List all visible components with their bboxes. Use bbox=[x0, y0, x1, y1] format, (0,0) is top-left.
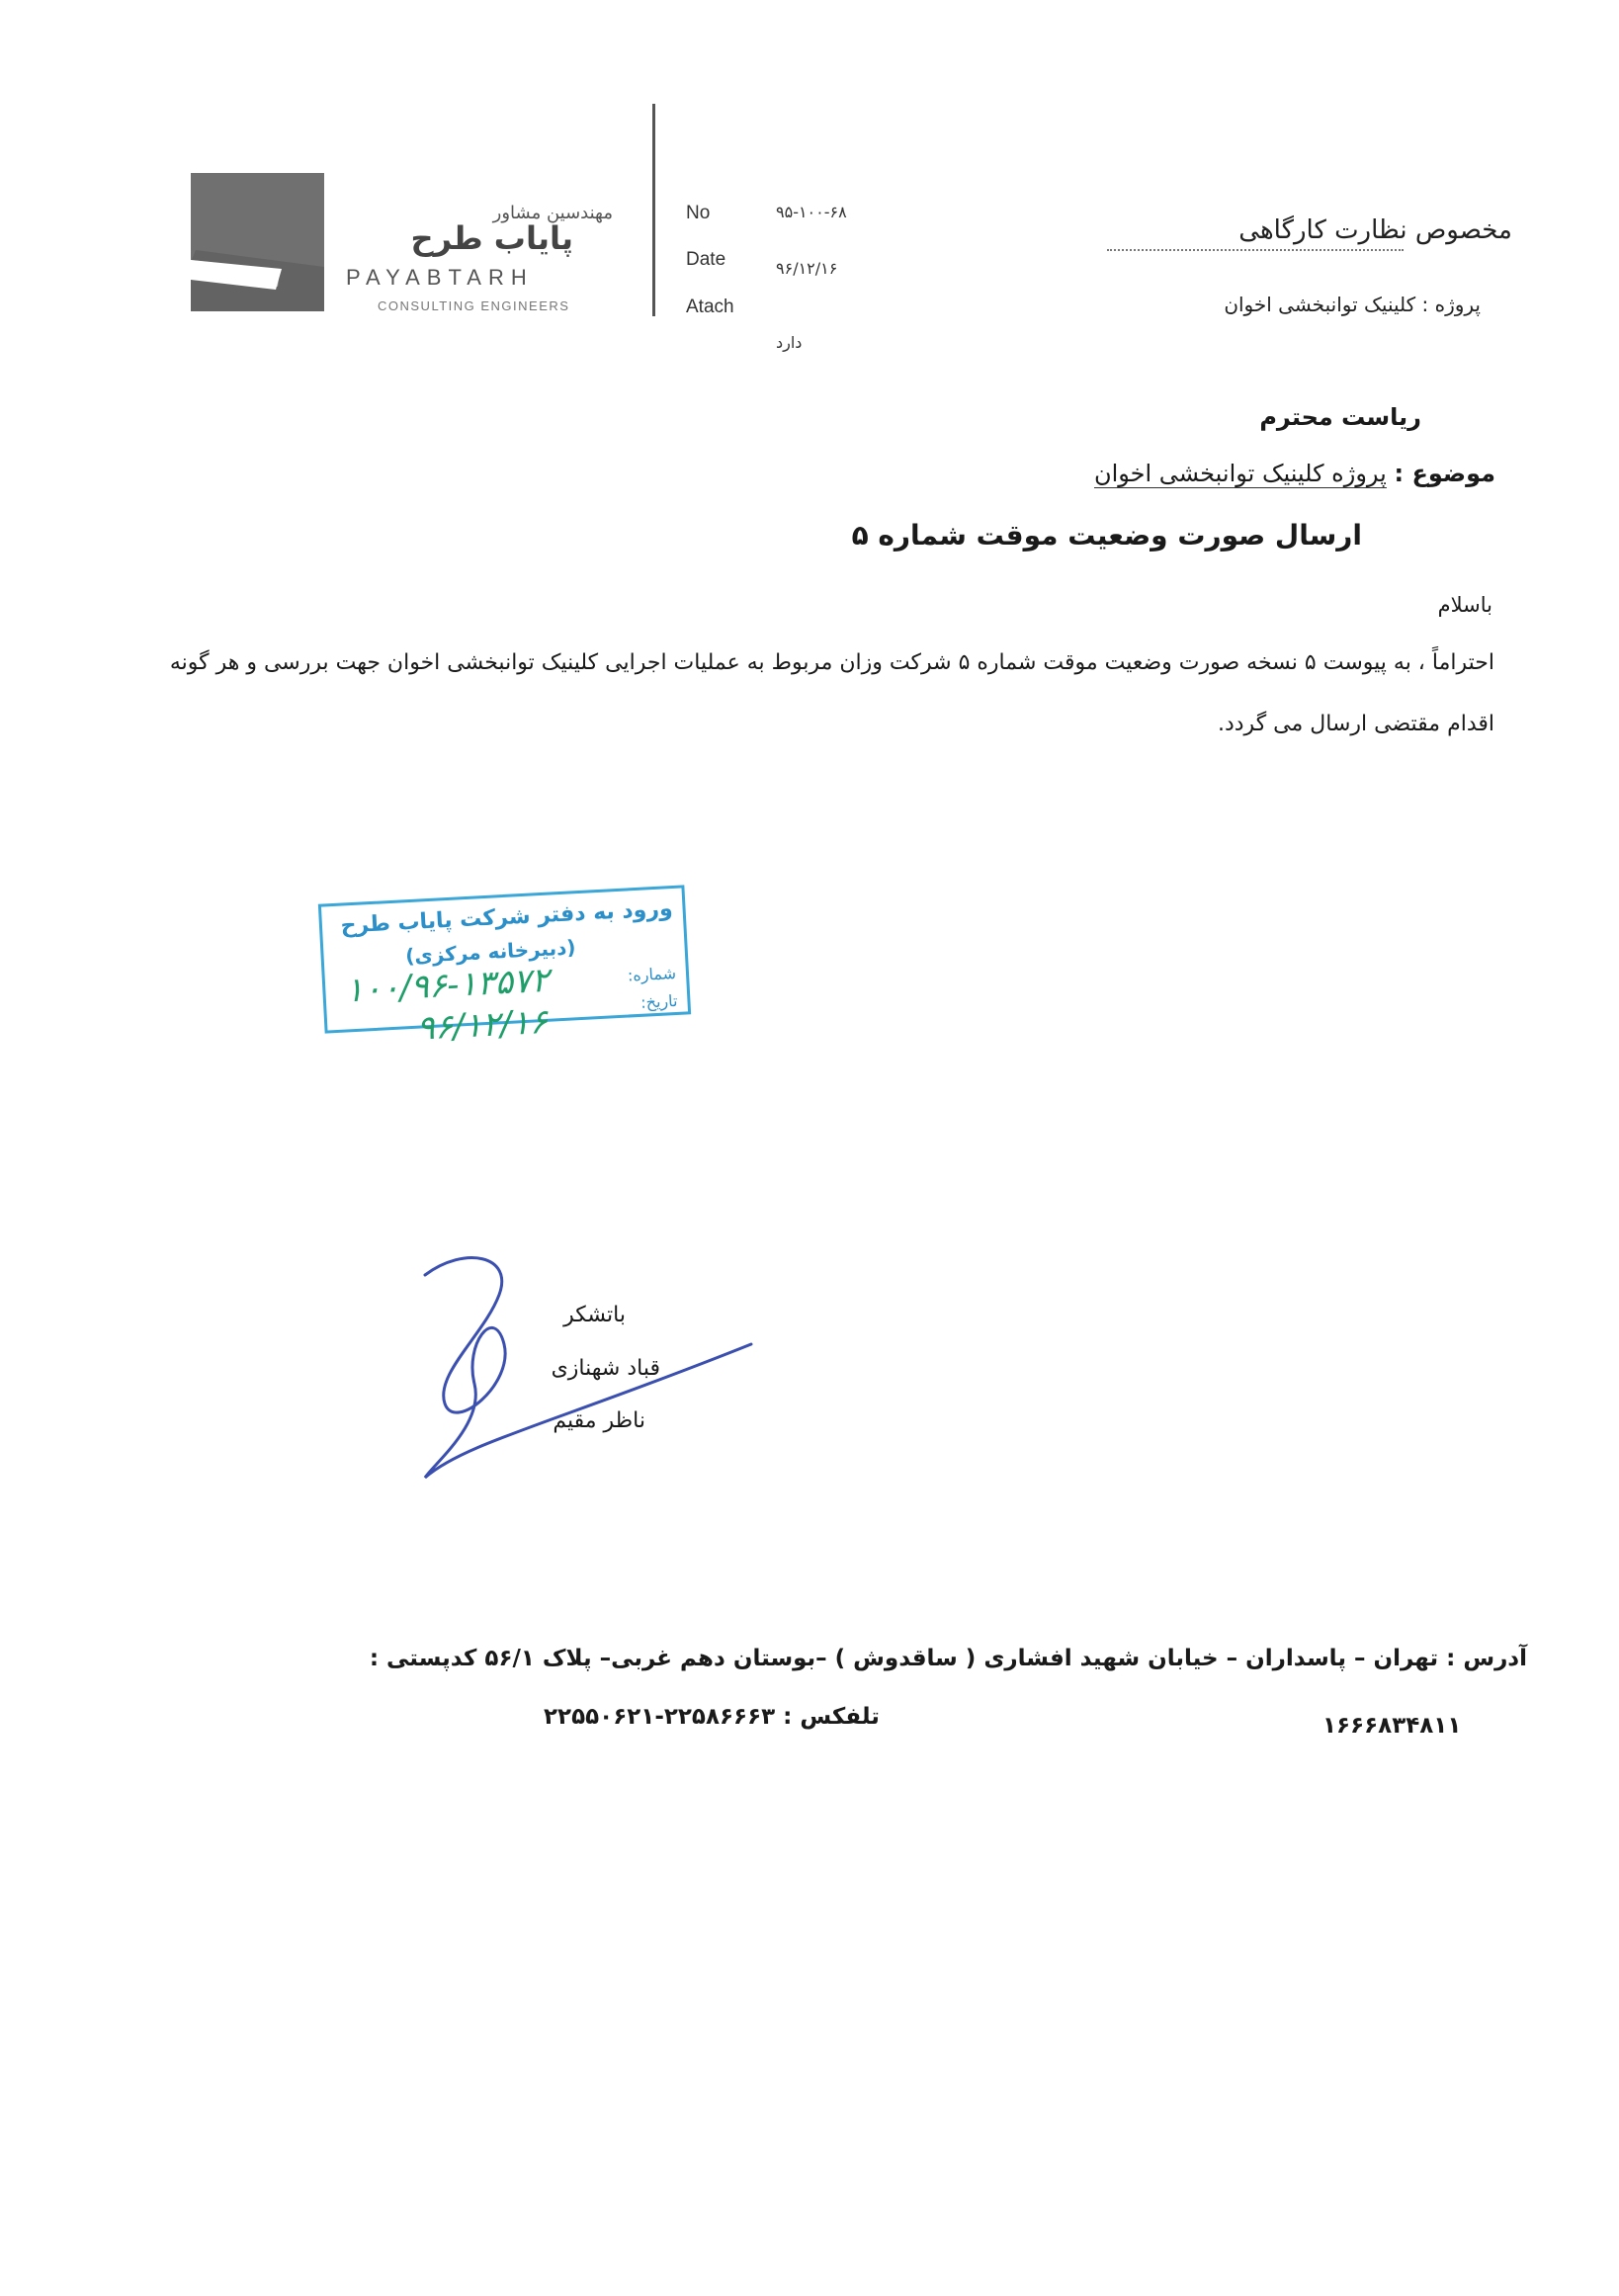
attach-value: دارد bbox=[776, 333, 803, 352]
number-label: No bbox=[686, 203, 711, 223]
title-underline bbox=[1107, 249, 1404, 251]
logo-name-en: PAYABTARH bbox=[346, 265, 534, 290]
closing-text: باتشکر bbox=[563, 1303, 626, 1327]
stamp-subtitle: (دبیرخانه مرکزی) bbox=[404, 935, 577, 969]
logo-icon bbox=[191, 173, 324, 311]
number-value: ۹۵-۱۰۰-۶۸ bbox=[776, 203, 847, 221]
stamp-number-label: شماره: bbox=[627, 963, 677, 985]
registry-stamp bbox=[318, 885, 691, 1049]
subject-value: پروژه کلینیک توانبخشی اخوان bbox=[1093, 460, 1387, 487]
greeting: باسلام bbox=[1437, 593, 1492, 617]
stamp-title: ورود به دفتر شرکت پایاب طرح bbox=[339, 896, 674, 939]
date-value: ۹۶/۱۲/۱۶ bbox=[776, 259, 838, 278]
logo-name-fa: پایاب طرح bbox=[410, 219, 573, 257]
footer-address: آدرس : تهران – پاسداران – خیابان شهید افشاری ( ساقدوش ) –بوستان دهم غربی– پلاک ۵۶/۱ کدپستی : bbox=[369, 1646, 1527, 1671]
department-title: مخصوص نظارت کارگاهی bbox=[1238, 215, 1512, 245]
signer-name: قباد شهنازی bbox=[551, 1356, 660, 1381]
signer-role: ناظر مقیم bbox=[553, 1408, 645, 1433]
date-label: Date bbox=[686, 249, 726, 270]
subject-label: موضوع : bbox=[1394, 460, 1495, 487]
stamp-date-value: ۹۶/۱۲/۱۶ bbox=[415, 1001, 549, 1049]
logo-subtitle-en: CONSULTING ENGINEERS bbox=[378, 298, 570, 313]
stamp-date-label: تاریخ: bbox=[639, 990, 678, 1012]
company-logo-mark bbox=[191, 173, 324, 311]
subject-line bbox=[1094, 460, 1495, 487]
letter-body: احتراماً ، به پیوست ۵ نسخه صورت وضعیت موقت شماره ۵ شرکت وزان مربوط به عملیات اجرایی کلینیک توانبخشی اخوان جهت بررسی و هر گونه اقدام مقتضی ارسال می گردد. bbox=[169, 650, 1494, 736]
logo-subtitle-fa: مهندسین مشاور bbox=[492, 203, 613, 223]
footer-phones: تلفکس : ۲۲۵۸۶۶۶۳-۲۲۵۵۰۶۲۱ bbox=[544, 1704, 880, 1730]
header-divider bbox=[652, 104, 655, 316]
stamp-number-value: ۱۰۰/۹۶-۱۳۵۷۲ bbox=[344, 960, 551, 1011]
letter-heading: ارسال صورت وضعیت موقت شماره ۵ bbox=[851, 519, 1362, 552]
project-line: پروژه : کلینیک توانبخشی اخوان bbox=[1224, 293, 1481, 316]
attach-label: Atach bbox=[686, 297, 734, 317]
footer-postal-code: ۱۶۶۶۸۳۴۸۱۱ bbox=[1322, 1713, 1462, 1739]
recipient: ریاست محترم bbox=[1259, 403, 1421, 431]
